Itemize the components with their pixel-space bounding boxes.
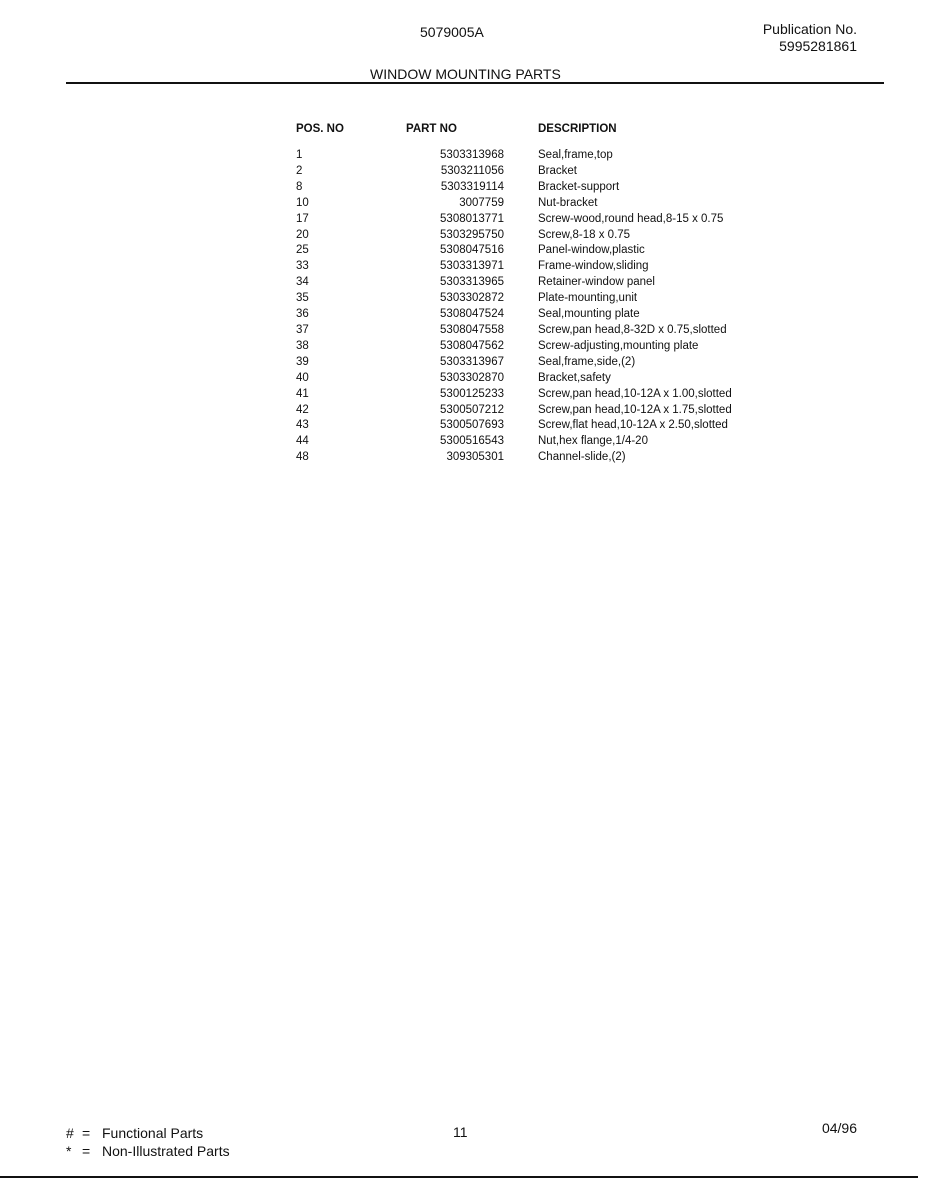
part-description: Plate-mounting,unit	[538, 292, 638, 305]
part-number: 5303302872	[440, 292, 504, 305]
table-row	[292, 275, 752, 291]
part-description: Nut,hex flange,1/4-20	[538, 435, 648, 448]
part-number: 5303295750	[440, 228, 504, 241]
legend-text: Non-Illustrated Parts	[102, 1143, 230, 1159]
part-description: Screw-wood,round head,8-15 x 0.75	[538, 212, 724, 225]
pos-number: 38	[296, 339, 309, 352]
parts-table	[292, 122, 752, 466]
part-number: 5303211056	[440, 164, 504, 177]
part-description: Panel-window,plastic	[538, 244, 645, 257]
part-description: Retainer-window panel	[538, 276, 655, 289]
part-description: Bracket	[538, 164, 577, 177]
part-description: Screw,pan head,8-32D x 0.75,slotted	[538, 323, 727, 336]
table-row	[292, 418, 752, 434]
table-row	[292, 403, 752, 419]
part-number: 5300125233	[440, 387, 504, 400]
pos-number: 34	[296, 276, 309, 289]
legend-row-non-illustrated	[66, 1142, 230, 1160]
part-description: Frame-window,sliding	[538, 260, 649, 273]
legend-equals: =	[82, 1143, 91, 1159]
pos-number: 44	[296, 435, 309, 448]
part-description: Seal,frame,top	[538, 149, 613, 161]
table-row	[292, 339, 752, 355]
parts-table-body	[292, 148, 752, 466]
table-header-row	[292, 122, 752, 148]
part-number: 5303302870	[440, 371, 504, 384]
part-description: Bracket,safety	[538, 371, 611, 384]
legend-row-functional	[66, 1124, 230, 1142]
header-divider	[66, 82, 884, 84]
part-description: Nut-bracket	[538, 196, 598, 209]
table-row	[292, 450, 752, 466]
section-title: WINDOW MOUNTING PARTS	[370, 66, 561, 82]
pos-number: 40	[296, 371, 309, 384]
part-number: 5308047516	[440, 244, 504, 257]
part-number: 5300507212	[440, 403, 504, 416]
table-row	[292, 259, 752, 275]
part-description: Screw,pan head,10-12A x 1.75,slotted	[538, 403, 732, 416]
table-row	[292, 355, 752, 371]
pos-number: 20	[296, 228, 309, 241]
footer-divider	[0, 1176, 918, 1178]
column-header-part: PART NO	[406, 123, 457, 135]
part-number: 5308047562	[440, 339, 504, 352]
table-row	[292, 164, 752, 180]
part-number: 5300516543	[440, 435, 504, 448]
pos-number: 2	[296, 164, 303, 177]
legend	[66, 1124, 230, 1160]
publication-date: 04/96	[821, 1120, 857, 1136]
part-description: Channel-slide,(2)	[538, 451, 626, 464]
part-description: Bracket-support	[538, 180, 620, 193]
part-number: 5308047524	[440, 308, 504, 321]
legend-text: Functional Parts	[102, 1125, 204, 1141]
part-description: Screw,flat head,10-12A x 2.50,slotted	[538, 419, 728, 432]
pos-number: 33	[296, 260, 309, 273]
part-number: 5303313971	[440, 260, 504, 273]
table-row	[292, 148, 752, 164]
part-description: Seal,mounting plate	[538, 308, 640, 321]
column-header-pos: POS. NO	[296, 123, 344, 135]
legend-equals: =	[82, 1125, 91, 1141]
table-row	[292, 228, 752, 244]
model-number: 5079005A	[420, 24, 484, 40]
pos-number: 10	[296, 196, 309, 209]
table-row	[292, 212, 752, 228]
pos-number: 35	[296, 292, 309, 305]
part-number: 5303319114	[440, 180, 504, 193]
table-row	[292, 291, 752, 307]
table-row	[292, 180, 752, 196]
pos-number: 37	[296, 323, 309, 336]
publication-label: Publication No.	[762, 21, 857, 37]
pos-number: 41	[296, 387, 309, 400]
part-number: 5308047558	[440, 323, 504, 336]
pos-number: 8	[296, 180, 303, 193]
table-row	[292, 307, 752, 323]
part-number: 5303313967	[440, 355, 504, 368]
publication-number: 5995281861	[779, 38, 857, 54]
part-number: 5303313965	[440, 276, 504, 289]
table-row	[292, 243, 752, 259]
table-row	[292, 371, 752, 387]
table-row	[292, 196, 752, 212]
pos-number: 17	[296, 212, 309, 225]
column-header-description: DESCRIPTION	[538, 123, 617, 135]
pos-number: 43	[296, 419, 309, 432]
part-description: Screw,8-18 x 0.75	[538, 228, 631, 241]
pos-number: 42	[296, 403, 309, 416]
pos-number: 25	[296, 244, 309, 257]
part-number: 3007759	[459, 196, 504, 209]
legend-symbol: #	[66, 1125, 74, 1141]
legend-symbol: *	[66, 1143, 72, 1159]
table-row	[292, 387, 752, 403]
table-row	[292, 434, 752, 450]
part-number: 5303313968	[440, 149, 504, 161]
part-number: 5300507693	[440, 419, 504, 432]
part-description: Seal,frame,side,(2)	[538, 355, 636, 368]
part-description: Screw-adjusting,mounting plate	[538, 339, 699, 352]
pos-number: 1	[296, 149, 303, 161]
part-number: 309305301	[446, 451, 504, 464]
publication-block	[763, 21, 857, 55]
pos-number: 48	[296, 451, 309, 464]
pos-number: 39	[296, 355, 309, 368]
page-number: 11	[453, 1124, 468, 1140]
part-description: Screw,pan head,10-12A x 1.00,slotted	[538, 387, 732, 400]
table-row	[292, 323, 752, 339]
pos-number: 36	[296, 308, 309, 321]
part-number: 5308013771	[440, 212, 504, 225]
